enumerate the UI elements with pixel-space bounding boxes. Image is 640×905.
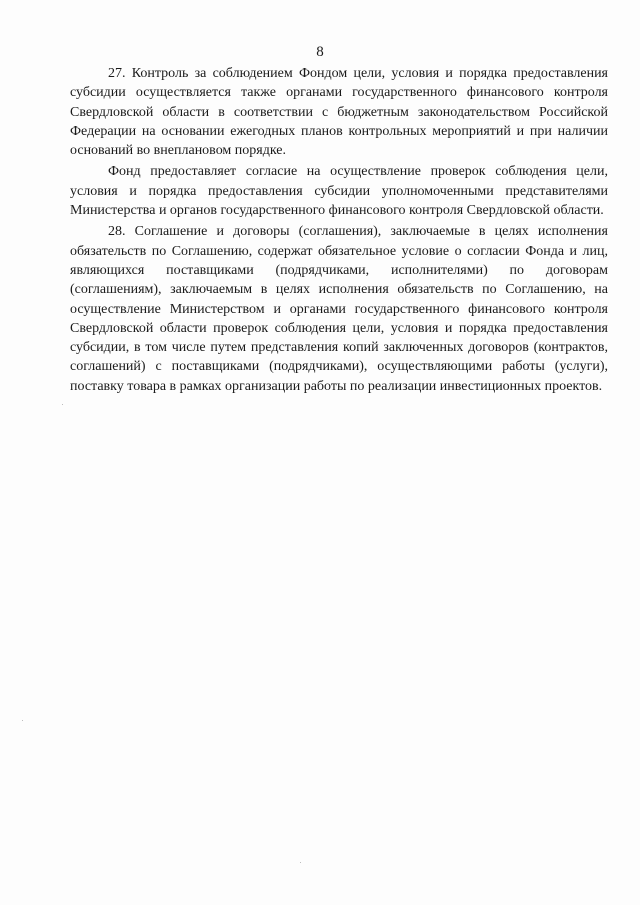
scan-speck <box>62 404 63 405</box>
paragraph-27: 27. Контроль за соблюдением Фондом цели, условия и порядка предоставления субсидии осуществляется также органами государственного финансового контроля Свердловской области в соответствии с бюджетным законодательством Российской Федерации на основании ежегодных планов контрольных мероприятий и при наличии оснований во внеплановом порядке. <box>70 66 608 159</box>
scan-speck <box>300 862 301 863</box>
page-number: 8 <box>316 44 324 60</box>
paragraph-28: 28. Соглашение и договоры (соглашения), заключаемые в целях исполнения обязательств по Соглашению, содержат обязательное условие о согласии Фонда и лиц, являющихся поставщиками (подрядчиками, исполнителями) по договорам (соглашениям), заключаемым в целях исполнения обязательств по Соглашению, на осуществление Министерством и органами государственного финансового контроля Свердловской области проверок соблюдения цели, условия и порядка предоставления субсидии, в том числе путем представления копий заключенных договоров (контрактов, соглашений) с поставщиками (подрядчиками), осуществляющими работы (услуги), поставку товара в рамках организации работы по реализации инвестиционных проектов. <box>70 224 608 394</box>
document-body <box>70 64 608 398</box>
scan-speck <box>22 720 23 721</box>
paragraph-consent: Фонд предоставляет согласие на осуществление проверок соблюдения цели, условия и порядка предоставления субсидии уполномоченными представителями Министерства и органов государственного финансового контроля Свердловской области. <box>70 164 608 219</box>
